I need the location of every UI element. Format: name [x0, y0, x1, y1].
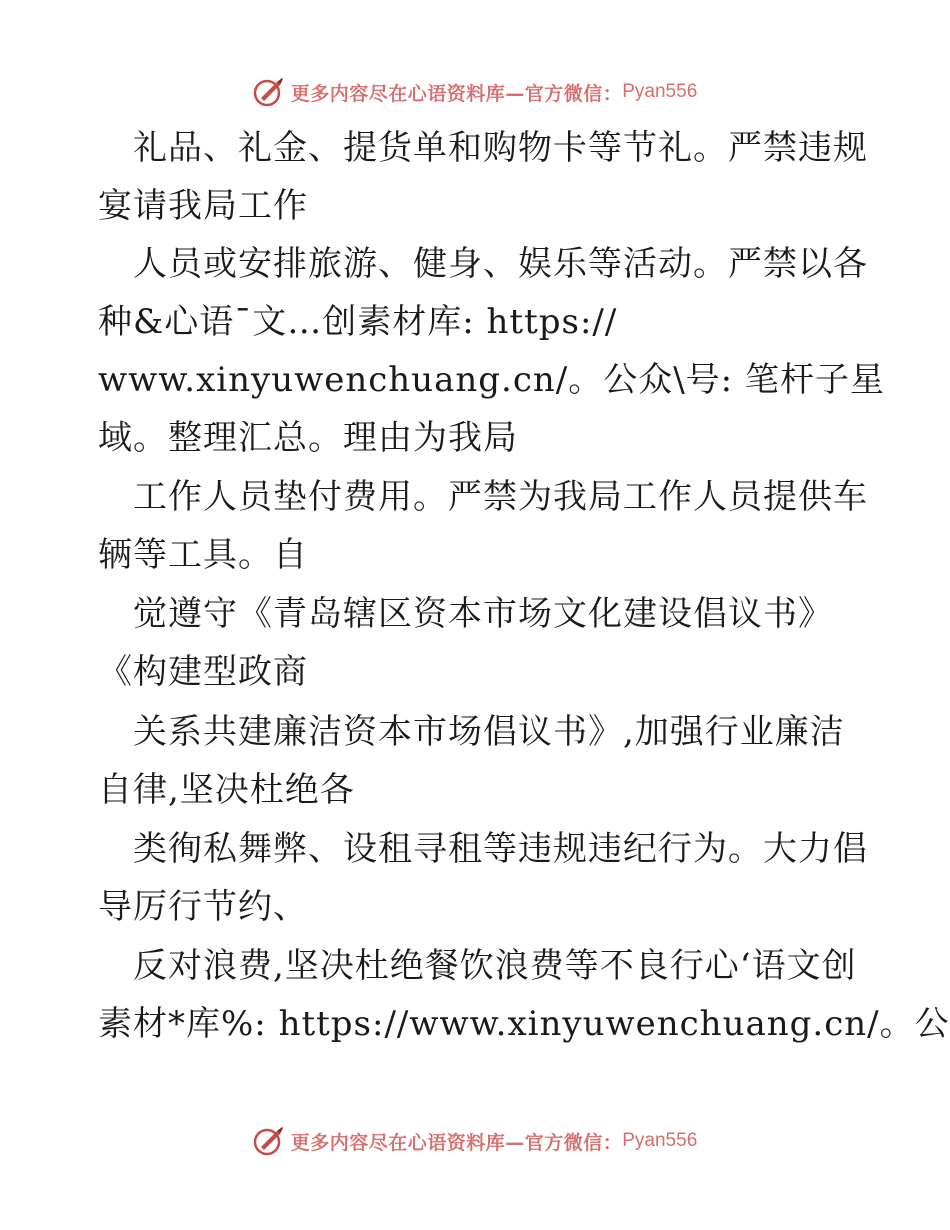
- body-line-9: 觉遵守《青岛辖区资本市场文化建设倡议书》: [133, 594, 833, 634]
- body-line-4: 种&心语¯文…创素材库: https://: [98, 302, 618, 342]
- body-line-14: 导厉行节约、: [98, 887, 308, 927]
- body-line-5: www.xinyuwenchuang.cn/。公众\号: 笔杆子星: [98, 360, 885, 400]
- body-line-16: 素材*库%: https://www.xinyuwenchuang.cn/。公: [98, 1004, 950, 1044]
- body-line-3: 人员或安排旅游、健身、娱乐等活动。严禁以各: [133, 244, 868, 284]
- body-line-15: 反对浪费,坚决杜绝餐饮浪费等不良行心‘语文创: [133, 946, 857, 986]
- body-line-8: 辆等工具。自: [98, 535, 308, 575]
- body-line-12: 自律,坚决杜绝各: [98, 770, 355, 810]
- banner-text: 更多内容尽在心语资料库—官方微信：: [290, 1131, 623, 1154]
- banner-contact: Pyan556: [622, 81, 698, 102]
- quill-logo-icon: [253, 1125, 285, 1157]
- footer-banner: [0, 1121, 950, 1161]
- body-line-7: 工作人员垫付费用。严禁为我局工作人员提供车: [133, 477, 868, 517]
- banner-contact: Pyan556: [622, 1130, 698, 1151]
- body-line-6: 域。整理汇总。理由为我局: [98, 418, 518, 458]
- body-line-10: 《构建型政商: [98, 652, 308, 692]
- body-line-13: 类徇私舞弊、设租寻租等违规违纪行为。大力倡: [133, 829, 868, 869]
- body-line-11: 关系共建廉洁资本市场倡议书》,加强行业廉洁: [133, 712, 845, 752]
- quill-logo-icon: [253, 76, 285, 108]
- body-line-1: 礼品、礼金、提货单和购物卡等节礼。严禁违规: [133, 128, 868, 168]
- body-line-2: 宴请我局工作: [98, 186, 308, 226]
- header-banner: [0, 72, 950, 112]
- banner-text: 更多内容尽在心语资料库—官方微信：: [290, 82, 623, 105]
